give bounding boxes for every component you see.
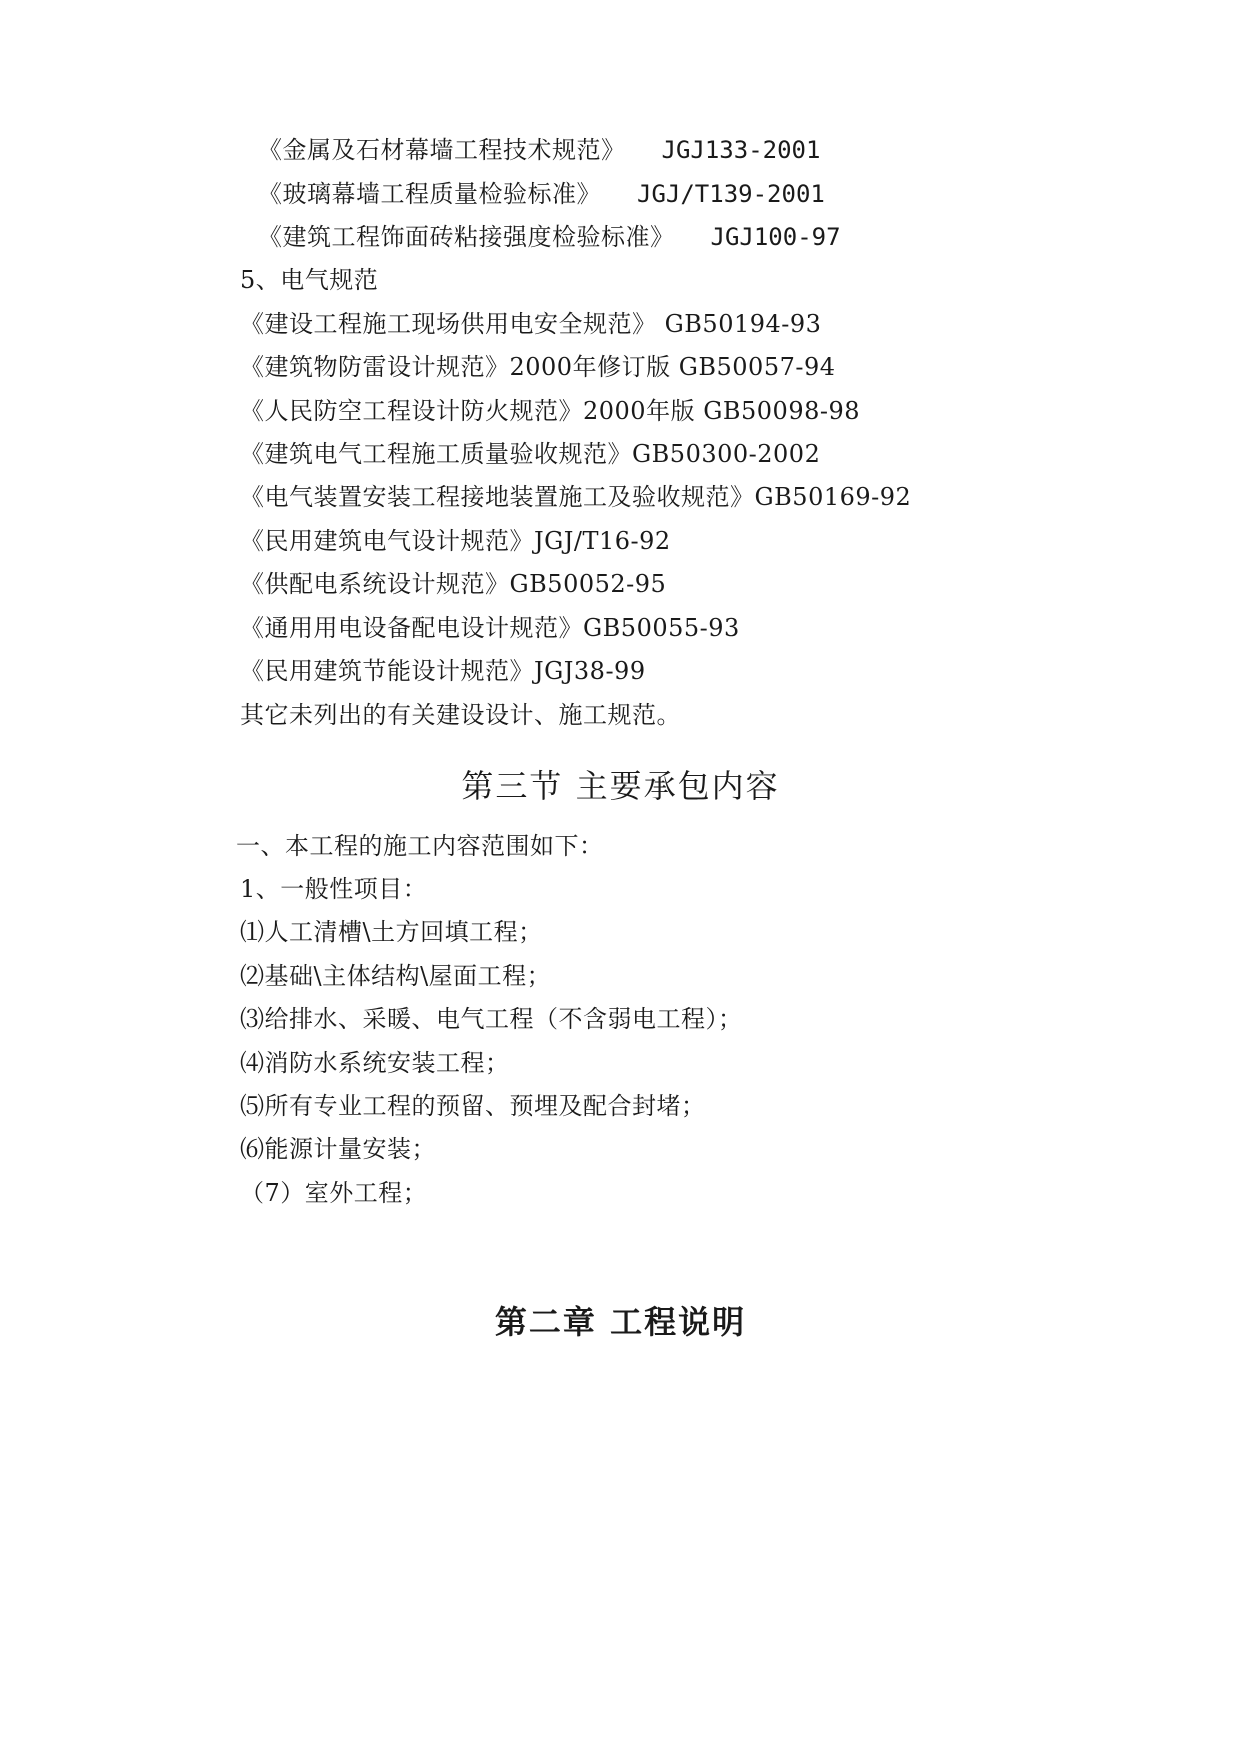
chapter-title: 第二章 工程说明 <box>494 1303 747 1341</box>
standard-title: 《金属及石材幕墙工程技术规范》 <box>258 136 626 164</box>
electrical-heading: 5、电气规范 <box>240 266 379 294</box>
standard-code: JGJ100-97 <box>710 223 841 251</box>
scope-item: ⑶给排水、采暖、电气工程（不含弱电工程）； <box>240 1005 743 1033</box>
electrical-standard-item: 《供配电系统设计规范》GB50052-95 <box>240 570 667 598</box>
standard-code: JGJ133-2001 <box>661 136 821 164</box>
scope-item: ⑴人工清槽\土方回填工程； <box>240 918 543 946</box>
electrical-standard-item: 《建筑电气工程施工质量验收规范》GB50300-2002 <box>240 440 821 468</box>
electrical-standard-item: 《建设工程施工现场供用电安全规范》 GB50194-93 <box>240 310 822 338</box>
standard-item <box>258 179 825 209</box>
scope-item: ⑵基础\主体结构\屋面工程； <box>240 962 552 990</box>
electrical-standard-item: 《民用建筑节能设计规范》JGJ38-99 <box>240 657 646 685</box>
electrical-standard-item: 《建筑物防雷设计规范》2000年修订版 GB50057-94 <box>240 353 836 381</box>
scope-item: （7）室外工程； <box>240 1179 428 1207</box>
electrical-closing: 其它未列出的有关建设设计、施工规范。 <box>240 701 681 729</box>
electrical-standard-item: 《通用用电设备配电设计规范》GB50055-93 <box>240 614 740 642</box>
standard-title: 《建筑工程饰面砖粘接强度检验标准》 <box>258 223 675 251</box>
scope-item: ⑷消防水系统安装工程； <box>240 1049 510 1077</box>
scope-item: ⑹能源计量安装； <box>240 1135 436 1163</box>
electrical-standard-item: 《人民防空工程设计防火规范》2000年版 GB50098-98 <box>240 397 861 425</box>
electrical-standard-item: 《民用建筑电气设计规范》JGJ/T16-92 <box>240 527 671 555</box>
section-title: 第三节 主要承包内容 <box>461 767 780 805</box>
standard-item <box>258 135 820 165</box>
scope-intro: 一、本工程的施工内容范围如下： <box>236 832 604 860</box>
standard-code: JGJ/T139-2001 <box>637 180 825 208</box>
scope-item: ⑸所有专业工程的预留、预埋及配合封堵； <box>240 1092 706 1120</box>
electrical-standard-item: 《电气装置安装工程接地装置施工及验收规范》GB50169-92 <box>240 483 912 511</box>
scope-subheading: 1、一般性项目： <box>240 875 428 903</box>
standard-title: 《玻璃幕墙工程质量检验标准》 <box>258 180 601 208</box>
standard-item <box>258 222 841 252</box>
